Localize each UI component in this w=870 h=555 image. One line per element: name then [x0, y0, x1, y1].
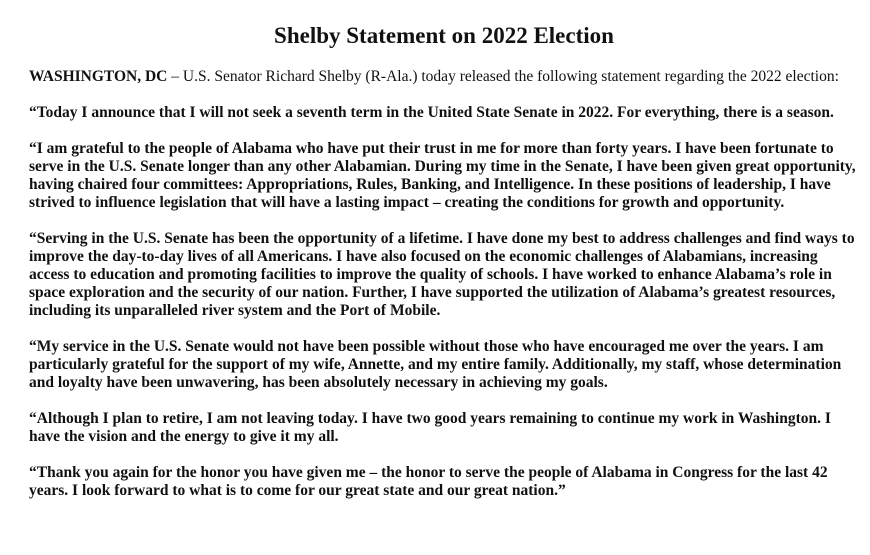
statement-paragraph-5: “Although I plan to retire, I am not leaving today. I have two good years remaining to continue my work in Washington. I have the vision and the energy to give it my all.	[29, 410, 831, 445]
press-release	[29, 22, 859, 500]
dateline: WASHINGTON, DC	[29, 68, 168, 85]
statement-paragraph-6: “Thank you again for the honor you have given me – the honor to serve the people of Alabama in Congress for the last 42 years. I look forward to what is to come for our great state and our great nation.”	[29, 464, 828, 499]
statement-paragraph-2: “I am grateful to the people of Alabama who have put their trust in me for more than forty years. I have been fortunate to serve in the U.S. Senate longer than any other Alabamian. During my time in the Senate, I have been given great opportunity, having chaired four committees: Appropriations, Rules, Banking, and Intelligence. In these positions of leadership, I have strived to influence legislation that will have a lasting impact – creating the conditions for growth and opportunity.	[29, 140, 856, 211]
statement-paragraph-1: “Today I announce that I will not seek a seventh term in the United State Senate in 2022. For everything, there is a season.	[29, 104, 834, 121]
statement-paragraph-3: “Serving in the U.S. Senate has been the opportunity of a lifetime. I have done my best to address challenges and find ways to improve the day-to-day lives of all Americans. I have also focused on the economic challenges of Alabamians, increasing access to education and promoting facilities to improve the quality of schools. I have worked to enhance Alabama’s role in space exploration and the security of our nation. Further, I have supported the utilization of Alabama’s greatest resources, including its unparalleled river system and the Port of Mobile.	[29, 230, 855, 319]
intro-paragraph	[29, 68, 859, 86]
statement-paragraph-4: “My service in the U.S. Senate would not have been possible without those who have encouraged me over the years. I am particularly grateful for the support of my wife, Annette, and my entire family. Additionally, my staff, whose determination and loyalty have been unwavering, has been absolutely necessary in achieving my goals.	[29, 338, 842, 391]
page-title: Shelby Statement on 2022 Election	[274, 23, 614, 48]
intro-text: – U.S. Senator Richard Shelby (R-Ala.) today released the following statement regarding the 2022 election:	[167, 68, 839, 85]
